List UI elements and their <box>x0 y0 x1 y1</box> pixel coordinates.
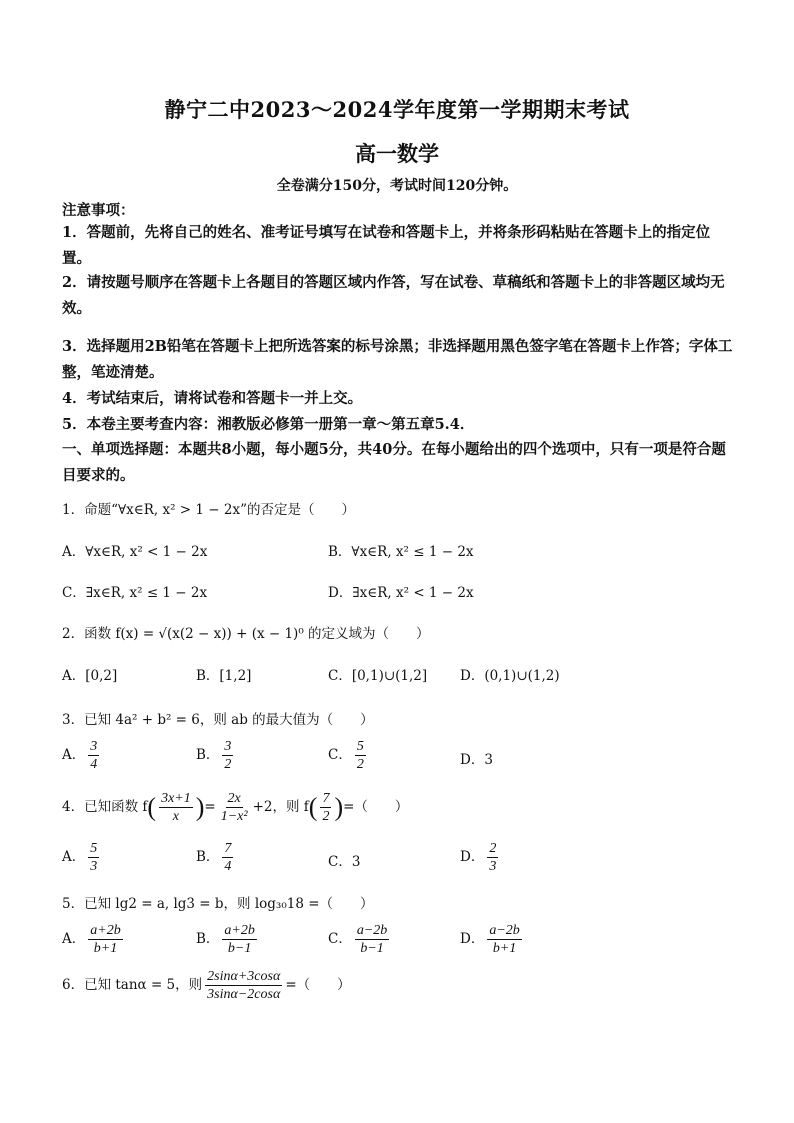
note-3: 3．选择题用2B铅笔在答题卡上把所选答案的标号涂黑；非选择题用黑色签字笔在答题卡上作答；字体工整，笔迹清楚。 <box>62 338 733 381</box>
exam-title: 静宁二中2023～2024学年度第一学期期末考试 <box>164 97 630 122</box>
q4-option-a-label: A． <box>62 849 86 865</box>
q6-stem <box>62 968 351 1003</box>
q1-option-d: D．∃x∈R, x² < 1 − 2x <box>328 585 474 601</box>
right-paren: ) <box>195 792 205 822</box>
fraction-denominator: 4 <box>90 757 98 772</box>
left-paren: ( <box>308 792 318 822</box>
q4-option-d-fraction <box>487 840 498 875</box>
q6-fraction <box>205 968 282 1003</box>
fraction-denominator: b+1 <box>93 941 118 956</box>
fraction-denominator: b−1 <box>360 941 384 956</box>
q4-option-c: C．3 <box>328 854 361 870</box>
q5-option-c <box>328 922 392 957</box>
q5-option-c-fraction <box>355 922 389 957</box>
q5-option-d <box>460 922 525 957</box>
q5-option-a <box>62 922 126 957</box>
q2-option-b: B．[1,2] <box>196 668 252 684</box>
fraction-denominator: 4 <box>224 859 232 874</box>
fraction-denominator: 1−x² <box>220 809 248 824</box>
q3-option-b <box>196 738 236 773</box>
left-paren: ( <box>147 792 157 822</box>
fraction-numerator: 2x <box>227 791 241 806</box>
q3-option-a-fraction <box>88 738 99 773</box>
q5-option-d-fraction <box>487 922 521 957</box>
q2-option-a: A．[0,2] <box>62 668 118 684</box>
fraction-numerator: 5 <box>356 739 364 754</box>
q1-option-b: B．∀x∈R, x² ≤ 1 − 2x <box>328 544 474 560</box>
q3-option-a <box>62 738 102 773</box>
fraction-denominator: 3 <box>489 859 497 874</box>
fraction-numerator: 3 <box>224 739 232 754</box>
q5-option-c-label: C． <box>328 931 352 947</box>
q4-equals: = <box>204 799 216 815</box>
q4-stem <box>62 790 408 825</box>
q1-option-c: C．∃x∈R, x² ≤ 1 − 2x <box>62 585 208 601</box>
fraction-denominator: b+1 <box>492 941 517 956</box>
q2-option-c: C．[0,1)∪(1,2] <box>328 668 428 684</box>
fraction-numerator: 2sinα+3cosα <box>207 969 281 984</box>
q4-option-a <box>62 840 102 875</box>
fraction-numerator: 7 <box>224 841 232 856</box>
fraction-numerator: 3x+1 <box>161 791 191 806</box>
note-1: 1．答题前，先将自己的姓名、准考证号填写在试卷和答题卡上，并将条形码粘贴在答题卡上的指定位置。 <box>62 224 711 267</box>
q3-option-c-fraction <box>355 738 366 773</box>
fraction-denominator: x <box>172 809 179 824</box>
right-paren: ) <box>334 792 344 822</box>
q4-option-a-fraction <box>88 840 99 875</box>
exam-subject: 高一数学 <box>355 141 439 166</box>
note-5: 5．本卷主要考查内容：湘教版必修第一册第一章～第五章5.4． <box>62 416 475 433</box>
q5-option-a-fraction <box>88 922 122 957</box>
q4-option-d-label: D． <box>460 849 485 865</box>
fraction-numerator: a+2b <box>90 923 121 938</box>
fraction-denominator: 3 <box>90 859 98 874</box>
q5-option-b-label: B． <box>196 931 220 947</box>
q4-argument-fraction <box>159 790 193 825</box>
fraction-numerator: 2 <box>489 841 497 856</box>
fraction-numerator: 3 <box>90 739 98 754</box>
note-2: 2．请按题号顺序在答题卡上各题目的答题区域内作答，写在试卷、草稿纸和答题卡上的非答题区域均无效。 <box>62 274 725 317</box>
fraction-denominator: 2 <box>356 757 364 772</box>
q1-stem: 1．命题“∀x∈R, x² > 1 − 2x”的否定是（ ） <box>62 502 355 518</box>
fraction-denominator: b−1 <box>227 941 252 956</box>
q5-option-d-label: D． <box>460 931 485 947</box>
q4-value-fraction <box>320 790 331 825</box>
q3-option-b-fraction <box>222 738 233 773</box>
exam-info: 全卷满分150分，考试时间120分钟。 <box>276 178 518 194</box>
q2-option-d: D．(0,1)∪(1,2) <box>460 668 560 684</box>
q3-option-b-label: B． <box>196 747 220 763</box>
q3-option-c-label: C． <box>328 747 352 763</box>
fraction-numerator: a+2b <box>224 923 255 938</box>
q3-option-c <box>328 738 369 773</box>
fraction-numerator: a−2b <box>489 923 520 938</box>
q5-option-b-fraction <box>222 922 256 957</box>
q1-option-a: A．∀x∈R, x² < 1 − 2x <box>62 544 208 560</box>
q4-option-b-fraction <box>222 840 233 875</box>
q6-stem-end: =（ ） <box>285 977 351 993</box>
fraction-numerator: 5 <box>90 841 98 856</box>
fraction-denominator: 2 <box>224 757 232 772</box>
q4-option-b-label: B． <box>196 849 220 865</box>
q3-stem: 3．已知 4a² + b² = 6，则 ab 的最大值为（ ） <box>62 712 374 728</box>
note-4: 4．考试结束后，请将试卷和答题卡一并上交。 <box>62 390 363 407</box>
notes-heading: 注意事项： <box>62 202 135 219</box>
q2-stem: 2．函数 f(x) = √(x(2 − x)) + (x − 1)⁰ 的定义域为（ ） <box>62 626 430 642</box>
q4-stem-prefix: 4．已知函数 f <box>62 799 148 815</box>
q6-stem-prefix: 6．已知 tanα = 5，则 <box>62 977 203 993</box>
q4-option-b <box>196 840 236 875</box>
q5-option-a-label: A． <box>62 931 86 947</box>
q4-rhs-tail: +2，则 f <box>252 799 309 815</box>
fraction-numerator: a−2b <box>356 923 388 938</box>
q5-option-b <box>196 922 260 957</box>
section-heading: 一、单项选择题：本题共8小题，每小题5分，共40分。在每小题给出的四个选项中，只有一项是符合题目要求的。 <box>62 441 726 484</box>
q4-stem-end: =（ ） <box>343 799 409 815</box>
fraction-denominator: 3sinα−2cosα <box>207 987 281 1002</box>
fraction-denominator: 2 <box>322 809 330 824</box>
q5-stem: 5．已知 lg2 = a, lg3 = b，则 log₃₀18 =（ ） <box>62 896 374 912</box>
q4-option-d <box>460 840 501 875</box>
q4-rhs-fraction <box>219 790 250 825</box>
q3-option-d: D．3 <box>460 752 493 768</box>
fraction-numerator: 7 <box>322 791 330 806</box>
q3-option-a-label: A． <box>62 747 86 763</box>
